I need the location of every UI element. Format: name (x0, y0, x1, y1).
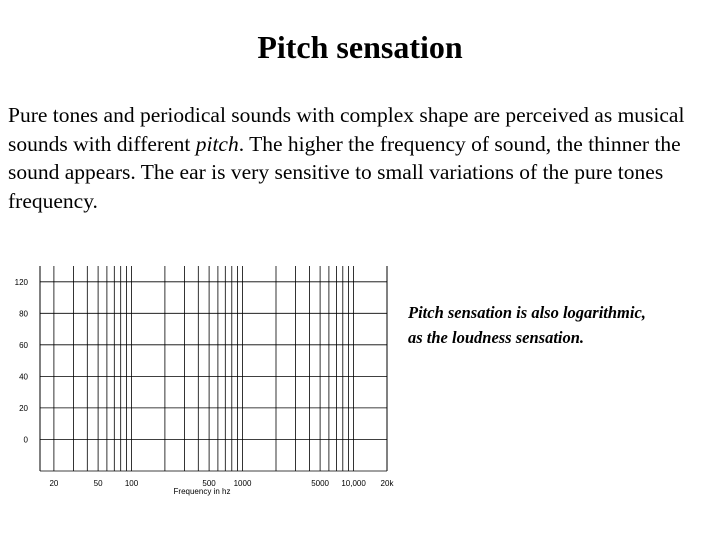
y-tick-label: 80 (19, 309, 28, 319)
y-tick-label: 20 (19, 403, 28, 413)
horizontal-gridlines (40, 282, 387, 471)
x-tick-label: 50 (93, 479, 103, 488)
x-tick-label: 10,000 (341, 479, 366, 488)
slide-title: Pitch sensation (257, 29, 463, 65)
x-axis-label: Frequency in hz (173, 487, 231, 496)
x-tick-label: 500 (202, 479, 216, 488)
y-tick-label: 120 (14, 277, 28, 287)
x-tick-label: 20 (49, 479, 59, 488)
frequency-intensity-chart (0, 260, 400, 500)
x-tick-label: 100 (124, 479, 139, 488)
caption-line-2: as the loudness sensation. (408, 328, 585, 347)
caption-line-1: Pitch sensation is also logarithmic, (408, 303, 646, 322)
x-tick-label: 5000 (311, 479, 329, 488)
vertical-gridlines (40, 266, 387, 471)
paragraph-text-start: Pure tones and periodical sounds with complex shape are perceived as musical sounds with different (8, 103, 685, 156)
y-tick-label: 60 (19, 340, 28, 350)
x-tick-label: 1000 (233, 479, 252, 488)
body-paragraph (8, 101, 714, 215)
x-tick-label: 20k (380, 479, 394, 488)
paragraph-emphasis-pitch: pitch (195, 131, 239, 156)
y-tick-label: 0 (23, 435, 28, 445)
y-tick-label: 40 (19, 372, 28, 382)
y-tick-labels (15, 278, 29, 445)
paragraph-text-end: . The higher the frequency of sound, the thinner the sound appears. The ear is very sensitive to small variations of the pure tones frequency. (8, 131, 681, 213)
caption (408, 300, 713, 350)
